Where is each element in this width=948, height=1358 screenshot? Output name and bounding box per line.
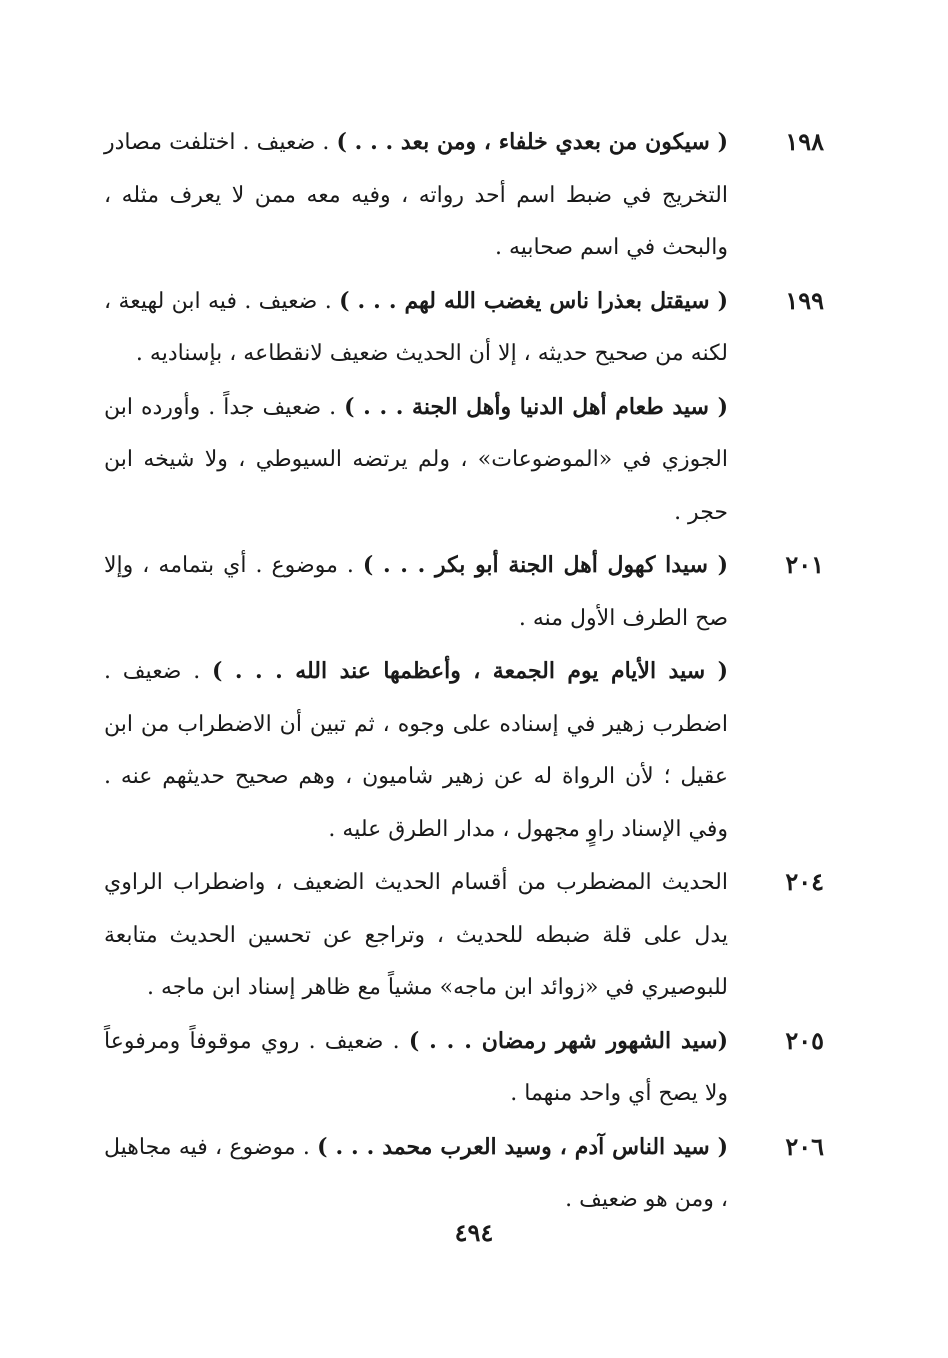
hadith-ruling: . ضعيف . اختلفت مصادر التخريج في ضبط اسم أحد رواته ، وفيه معه ممن لا يعرف مثله ، والبحث في اسم صحابيه . <box>104 130 728 260</box>
entry-205 <box>104 1015 824 1121</box>
hadith-ruling: . ضعيف جداً . وأورده ابن الجوزي في «الموضوعات» ، ولم يرتضه السيوطي ، ولا شيخه ابن حجر . <box>104 394 728 525</box>
entry-text <box>104 1015 728 1121</box>
entry-text <box>104 539 728 645</box>
hadith-quote: ( سيد الناس آدم ، وسيد العرب محمد . . . ) <box>317 1133 728 1160</box>
entry-201 <box>104 539 824 645</box>
entry-text <box>104 116 728 275</box>
entry-number: ١٩٩ <box>785 285 824 315</box>
hadith-entries-list <box>104 116 824 1227</box>
entry-text <box>104 1121 728 1227</box>
entry-number: ٢٠٥ <box>785 1025 824 1055</box>
entry-200 <box>104 381 824 540</box>
hadith-ruling: . موضوع ، فيه مجاهيل ، ومن هو ضعيف . <box>104 1134 728 1212</box>
entry-text <box>104 381 728 540</box>
hadith-quote: ( سيقتل بعذرا ناس يغضب الله لهم . . . ) <box>339 287 728 314</box>
hadith-quote: ( سيد طعام أهل الدنيا وأهل الجنة . . . ) <box>344 393 729 420</box>
hadith-ruling: الحديث المضطرب من أقسام الحديث الضعيف ، واضطراب الراوي يدل على قلة ضبطه للحديث ، وتراجع عن تحسين الحديث متابعة للبوصيري في «زوائد ابن ماجه» مشياً مع ظاهر إسناد ابن ماجه . <box>104 870 728 1000</box>
entry-number: ٢٠٤ <box>785 867 824 896</box>
hadith-ruling: . ضعيف . فيه ابن لهيعة ، لكنه من صحيح حديثه ، إلا أن الحديث ضعيف لانقطاعه ، بإسناديه . <box>104 288 728 366</box>
hadith-quote: ( سيد الأيام يوم الجمعة ، وأعظمها عند الله . . . ) <box>212 658 729 684</box>
entry-202 <box>104 645 824 856</box>
hadith-quote: (سيد الشهور شهر رمضان . . . ) <box>408 1027 728 1054</box>
hadith-ruling: . ضعيف . اضطرب زهير في إسناده على وجوه ، ثم تبين أن الاضطراب من ابن عقيل ؛ لأن الرواة له عن زهير شاميون ، وهم صحيح حديثهم عنه . وفي الإسناد راوٍ مجهول ، مدار الطرق عليه . <box>104 659 728 842</box>
page-number: ٤٩٤ <box>454 1218 494 1247</box>
entry-number: ٢٠١ <box>785 550 824 579</box>
entry-text <box>104 856 728 1015</box>
entry-number: ١٩٨ <box>785 127 824 156</box>
entry-198 <box>104 116 824 275</box>
entry-text <box>104 275 728 381</box>
entry-199 <box>104 275 824 381</box>
entry-204 <box>104 856 824 1015</box>
entry-206 <box>104 1121 824 1227</box>
hadith-ruling: . ضعيف . روي موقوفاً ومرفوعاً ولا يصح أي واحد منهما . <box>104 1028 728 1106</box>
entry-text <box>104 645 728 856</box>
hadith-quote: ( سيكون من بعدي خلفاء ، ومن بعد . . . ) <box>336 129 728 155</box>
hadith-quote: ( سيدا كهول أهل الجنة أبو بكر . . . ) <box>362 552 728 578</box>
hadith-ruling: . موضوع . أي بتمامه ، وإلا صح الطرف الأول منه . <box>104 553 728 631</box>
entry-number: ٢٠٦ <box>785 1131 824 1161</box>
